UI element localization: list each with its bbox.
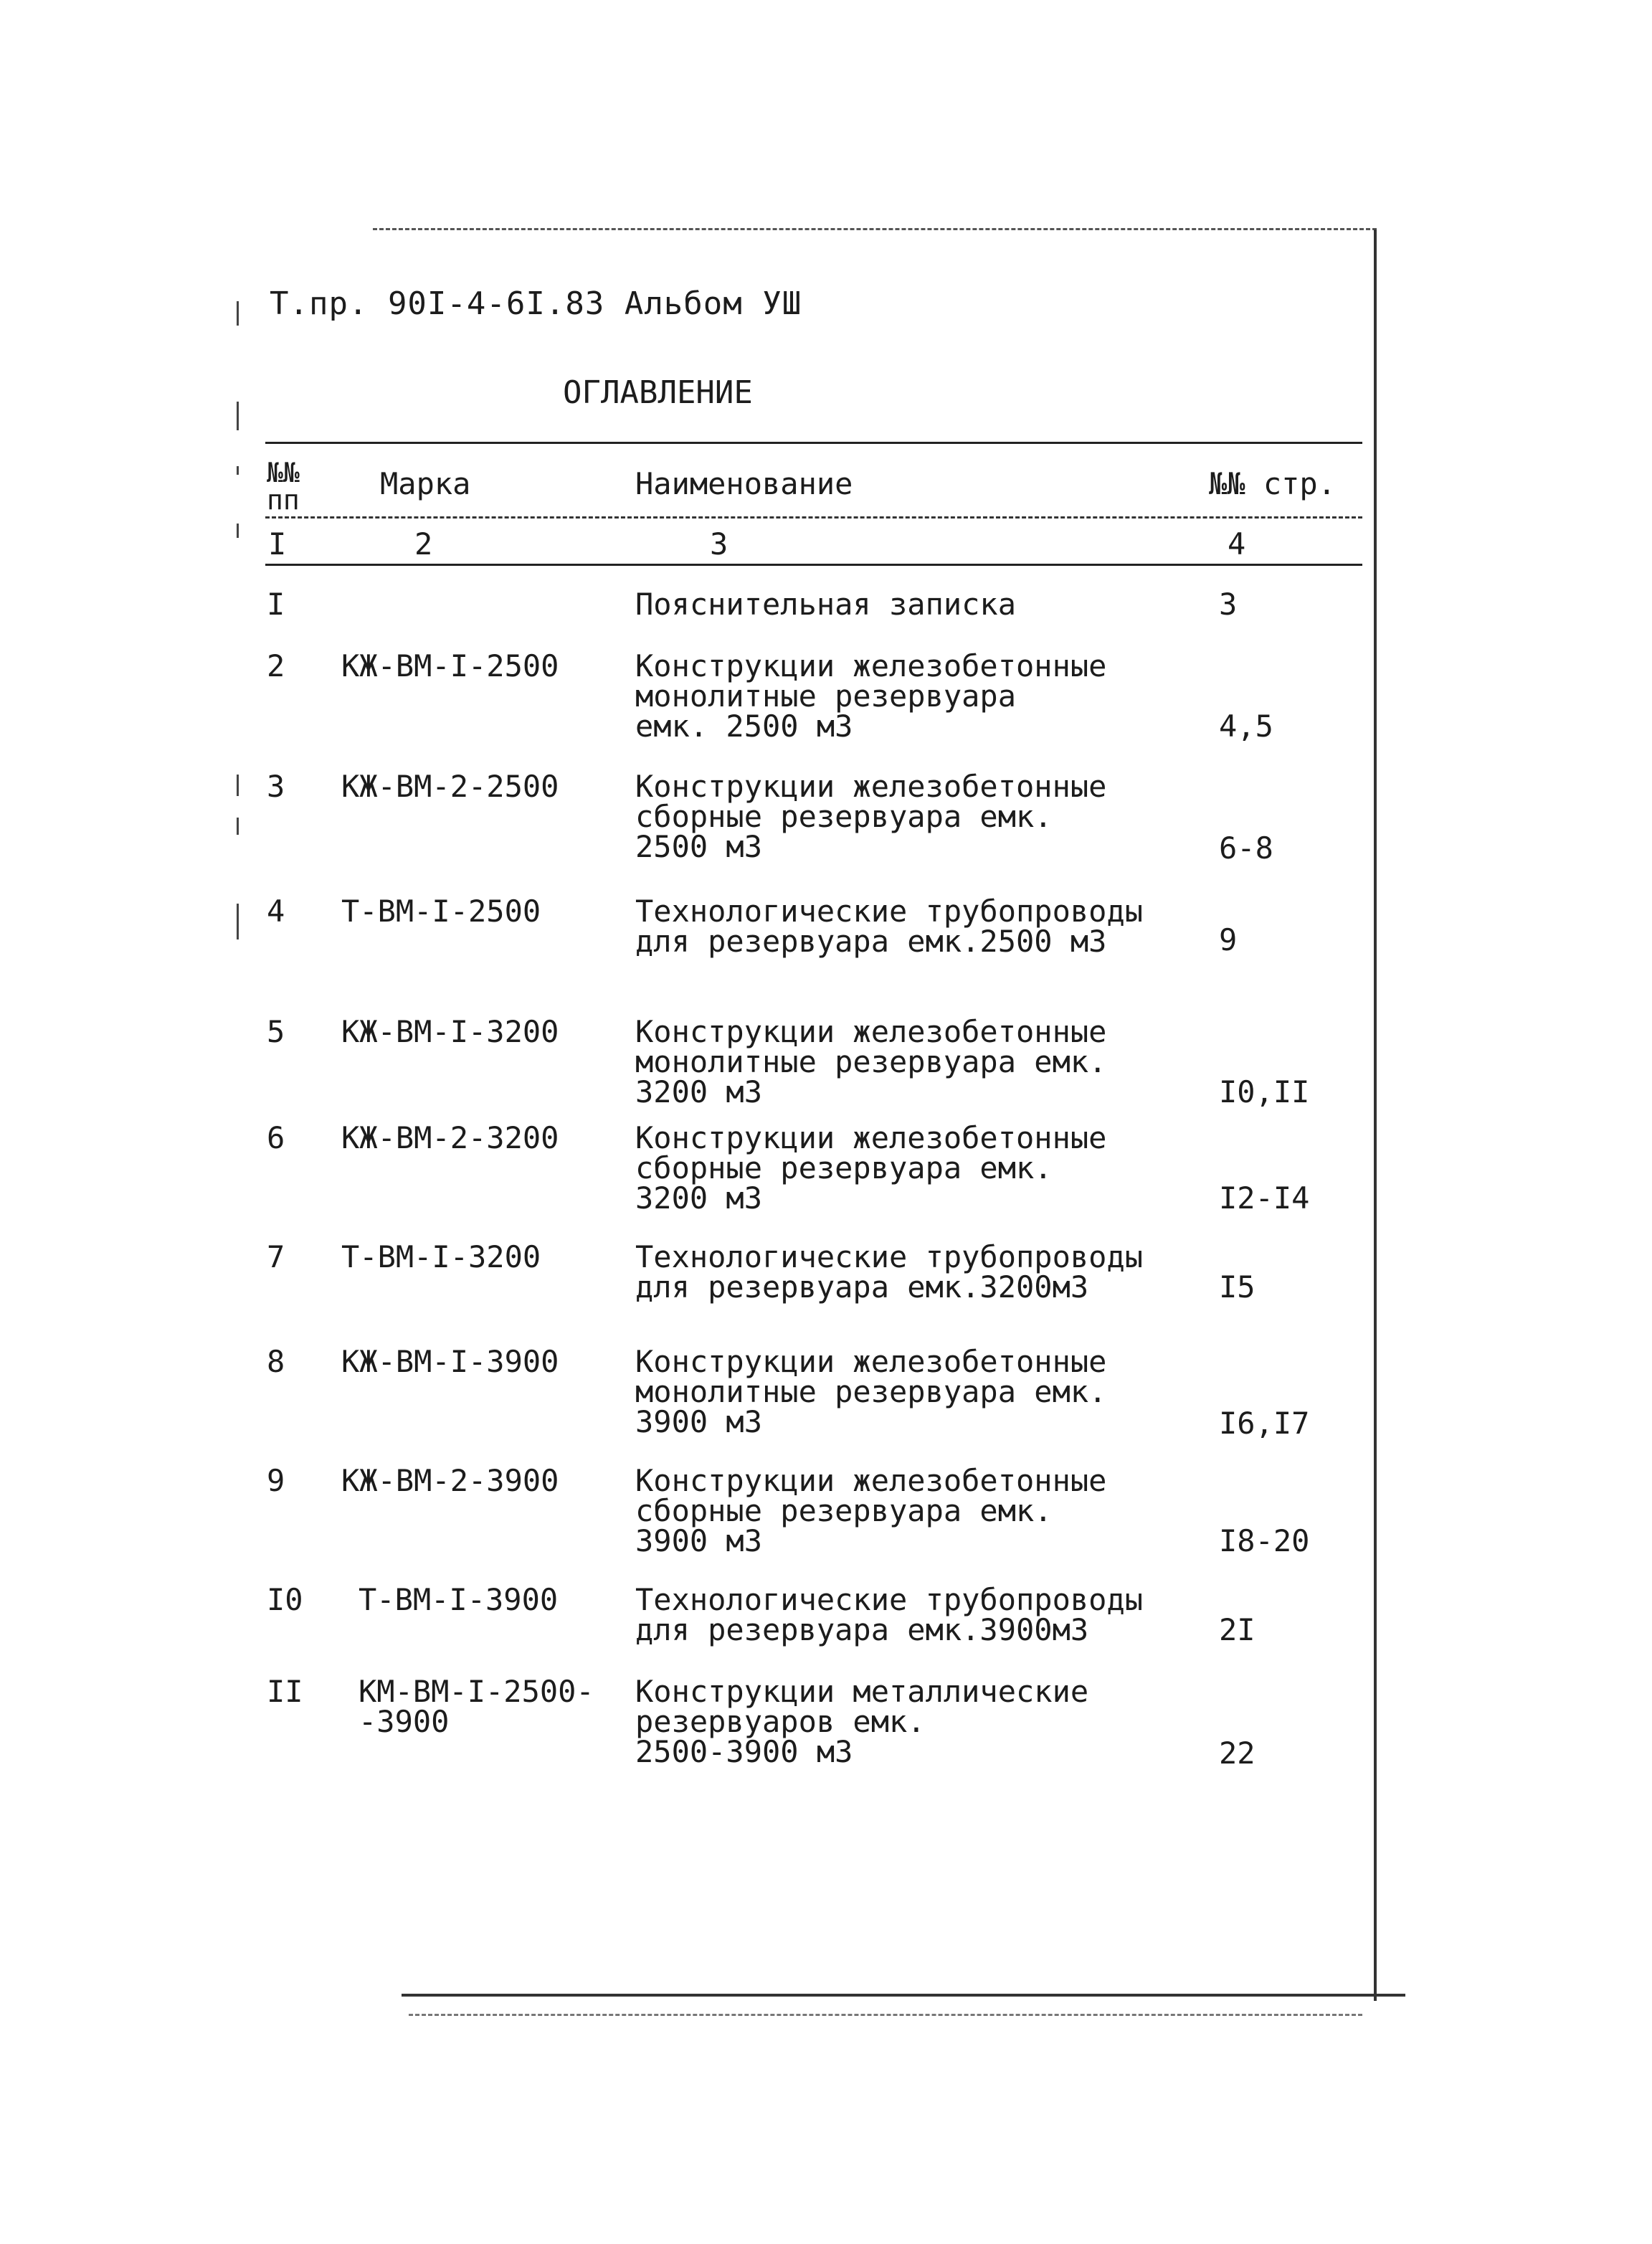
row-mark: КМ-ВМ-I-2500- -3900 <box>359 1674 594 1739</box>
row-number: 3 <box>267 769 285 804</box>
row-page: I2-I4 <box>1219 1180 1310 1216</box>
column-header-mark: Марка <box>380 466 471 501</box>
column-number-3: 3 <box>710 526 728 562</box>
row-number: 9 <box>267 1463 285 1498</box>
row-mark: КЖ-ВМ-I-3200 <box>341 1014 559 1049</box>
column-header-name: Наименование <box>635 466 853 501</box>
row-name: Конструкции железобетонные сборные резервуара емк. 3200 м3 <box>635 1120 1107 1216</box>
row-mark: КЖ-ВМ-2-3900 <box>341 1463 559 1498</box>
row-page: 9 <box>1219 922 1238 957</box>
row-number: 6 <box>267 1120 285 1155</box>
column-numbers-rule <box>265 564 1362 566</box>
row-page: 4,5 <box>1219 709 1273 744</box>
row-mark: КЖ-ВМ-I-3900 <box>341 1344 559 1379</box>
row-number: 8 <box>267 1344 285 1379</box>
row-number: I0 <box>267 1582 303 1617</box>
row-page: I5 <box>1219 1269 1255 1305</box>
row-number: 5 <box>267 1014 285 1049</box>
margin-binding-marks <box>237 287 251 968</box>
row-name: Конструкции железобетонные сборные резервуара емк. 3900 м3 <box>635 1463 1107 1558</box>
frame-bottom-dashed-line <box>409 2014 1362 2016</box>
page-title: ОГЛАВЛЕНИЕ <box>563 374 753 411</box>
row-page: I6,I7 <box>1219 1406 1310 1441</box>
row-name: Технологические трубопроводы для резервуара емк.3900м3 <box>635 1582 1144 1647</box>
row-page: 6-8 <box>1219 830 1273 866</box>
row-mark: Т-ВМ-I-3200 <box>341 1239 541 1274</box>
column-header-number: №№ пп <box>267 457 300 516</box>
row-page: 22 <box>1219 1736 1255 1771</box>
row-name: Конструкции металлические резервуаров емк. 2500-3900 м3 <box>635 1674 1089 1769</box>
row-number: 7 <box>267 1239 285 1274</box>
column-number-4: 4 <box>1228 526 1246 562</box>
column-number-1: I <box>268 526 287 562</box>
row-page: 2I <box>1219 1612 1255 1647</box>
row-number: 4 <box>267 894 285 929</box>
row-name: Конструкции железобетонные монолитные резервуара емк. 3200 м3 <box>635 1014 1107 1109</box>
row-name: Конструкции железобетонные сборные резервуара емк. 2500 м3 <box>635 769 1107 864</box>
document-reference: Т.пр. 90I-4-6I.83 Альбом УШ <box>270 285 802 322</box>
row-name: Конструкции железобетонные монолитные резервуара емк. 2500 м3 <box>635 648 1107 744</box>
row-mark: КЖ-ВМ-2-2500 <box>341 769 559 804</box>
row-mark: Т-ВМ-I-3900 <box>359 1582 559 1617</box>
row-number: 2 <box>267 648 285 683</box>
row-page: I8-20 <box>1219 1523 1310 1558</box>
frame-bottom-line <box>402 1994 1405 1997</box>
row-mark: КЖ-ВМ-2-3200 <box>341 1120 559 1155</box>
row-name: Технологические трубопроводы для резервуара емк.2500 м3 <box>635 894 1144 959</box>
row-name: Пояснительная записка <box>635 587 1017 622</box>
row-mark: КЖ-ВМ-I-2500 <box>341 648 559 683</box>
row-mark: Т-ВМ-I-2500 <box>341 894 541 929</box>
column-number-2: 2 <box>414 526 433 562</box>
row-name: Конструкции железобетонные монолитные резервуара емк. 3900 м3 <box>635 1344 1107 1439</box>
row-page: 3 <box>1219 587 1238 622</box>
frame-top-line <box>373 228 1377 230</box>
row-page: I0,II <box>1219 1074 1310 1109</box>
table-top-rule <box>265 442 1362 444</box>
row-number: I <box>267 587 285 622</box>
row-number: II <box>267 1674 303 1709</box>
header-separator-rule <box>265 516 1362 519</box>
frame-right-line <box>1374 229 1377 2001</box>
column-header-page: №№ стр. <box>1209 466 1337 501</box>
row-name: Технологические трубопроводы для резервуара емк.3200м3 <box>635 1239 1144 1305</box>
